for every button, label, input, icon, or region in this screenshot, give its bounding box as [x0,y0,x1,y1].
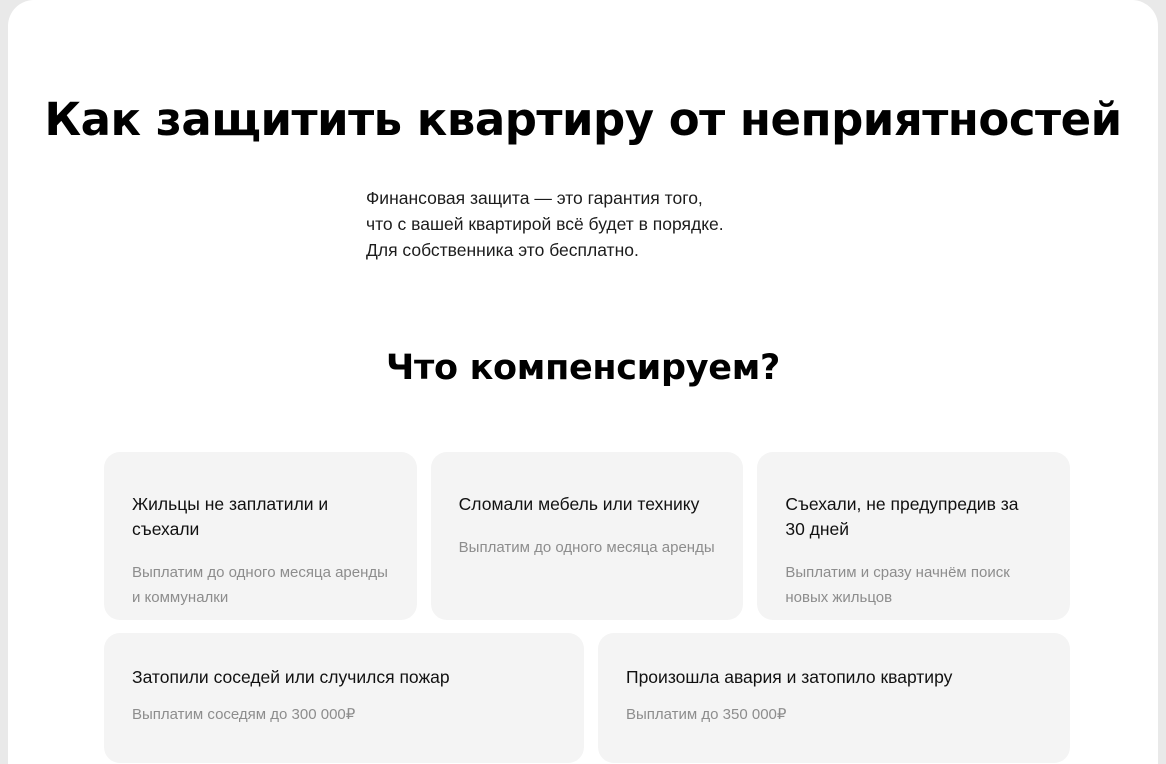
card-description: Выплатим до одного месяца аренды и коммуналки [132,564,388,606]
hero-subtitle [8,145,1158,263]
card-description: Выплатим до 350 000₽ [626,706,787,723]
card-title: Сломали мебель или технику [458,494,700,514]
card-flooded-neighbors-or-fire[interactable] [104,633,584,763]
card-left-without-notice[interactable] [757,452,1070,620]
card-description: Выплатим до одного месяца аренды [458,539,715,556]
card-title: Жильцы не заплатили и съехали [132,494,329,539]
card-title: Произошла авария и затопило квартиру [626,667,953,687]
hero-subtitle-line-2: что с вашей квартирой всё будет в порядке. [366,213,724,234]
card-title: Съехали, не предупредив за 30 дней [785,494,1019,539]
card-broken-furniture[interactable] [431,452,744,620]
page-container [8,0,1158,764]
cards-row-top [104,452,1070,620]
card-unpaid-and-left[interactable] [104,452,417,620]
card-title: Затопили соседей или случился пожар [132,667,450,687]
hero-subtitle-line-1: Финансовая защита — это гарантия того, [366,187,703,208]
card-description: Выплатим и сразу начнём поиск новых жильцов [785,564,1010,606]
section-title: Что компенсируем? [386,347,780,388]
compensation-cards [104,452,1070,763]
card-description: Выплатим соседям до 300 000₽ [132,706,356,723]
hero-subtitle-line-3: Для собственника это бесплатно. [366,239,639,260]
card-accident-flooded-apartment[interactable] [598,633,1070,763]
cards-row-bottom [104,633,1070,763]
page-title: Как защитить квартиру от неприятностей [44,93,1122,146]
